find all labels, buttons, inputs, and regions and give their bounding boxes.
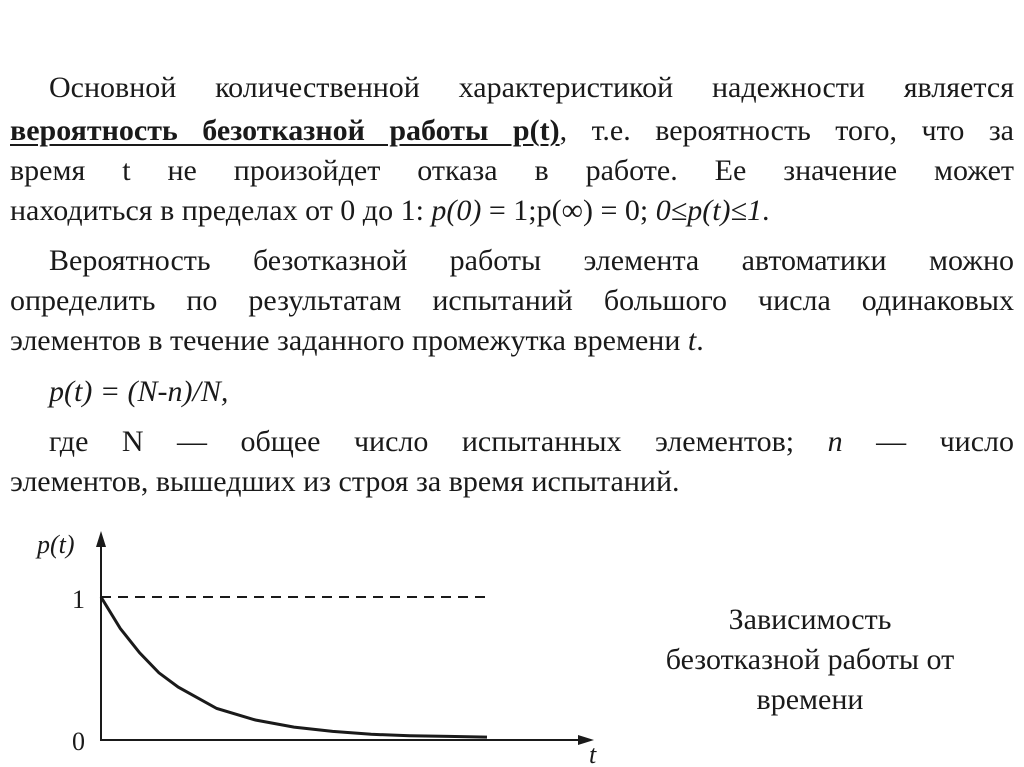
para2-line1-text: Вероятность безотказной работы элемента автоматики можно (49, 244, 1014, 277)
para1-line3-text: время t не произойдет отказа в работе. Ее значение может (10, 154, 1014, 187)
para3-line2 (10, 464, 680, 500)
para3-line1 (49, 424, 1014, 460)
para1-line4-prefix: находиться в пределах от 0 до 1: (10, 194, 432, 227)
para2-line3-end: . (696, 324, 704, 357)
para2-line2 (10, 283, 1014, 319)
reliability-chart (0, 527, 640, 767)
formula-range: 0≤p(t)≤1 (655, 194, 763, 227)
para2-line1 (49, 243, 1014, 279)
series-line-p-t (101, 597, 487, 737)
x-axis-label: t (589, 740, 597, 767)
para3-line1-b: — число (842, 425, 1014, 458)
para1-line2-rest: , т.е. вероятность того, что за (559, 114, 1014, 147)
formula-main: p(t) = (N-n)/N, (49, 375, 229, 408)
para1-line1 (49, 70, 1014, 106)
para2-line3 (10, 323, 704, 359)
y-axis-arrow (96, 531, 106, 547)
para1-line4-mid: = 1;р(∞) = 0; (481, 194, 656, 227)
para2-line3-t: t (687, 324, 697, 357)
para1-line4 (10, 193, 770, 229)
para2-line3-prefix: элементов в течение заданного промежутка времени (10, 324, 688, 357)
para1-line3 (10, 153, 1014, 189)
y-tick-label-1: 1 (72, 585, 85, 614)
para3-line1-a: где N — общее число испытанных элементов; (49, 425, 828, 458)
chart-caption (620, 600, 1000, 720)
caption-line3: времени (756, 683, 864, 716)
y-tick-label-0: 0 (72, 727, 85, 756)
caption-line2: безотказной работы от (665, 643, 955, 676)
caption-line1: Зависимость (728, 603, 892, 636)
para1-line4-end: . (762, 194, 770, 227)
para3-line2-text: элементов, вышедших из строя за время испытаний. (10, 465, 680, 498)
para1-line2 (10, 113, 1014, 149)
para1-line1-text: Основной количественной характеристикой надежности является (49, 71, 1014, 104)
para3-line1-n: n (827, 425, 843, 458)
term-reliability-probability: вероятность безотказной работы р(t) (10, 114, 560, 147)
y-axis-label: p(t) (37, 530, 75, 559)
para2-line2-text: определить по результатам испытаний большого числа одинаковых (10, 284, 1014, 317)
formula-p0: p(0) (431, 194, 482, 227)
